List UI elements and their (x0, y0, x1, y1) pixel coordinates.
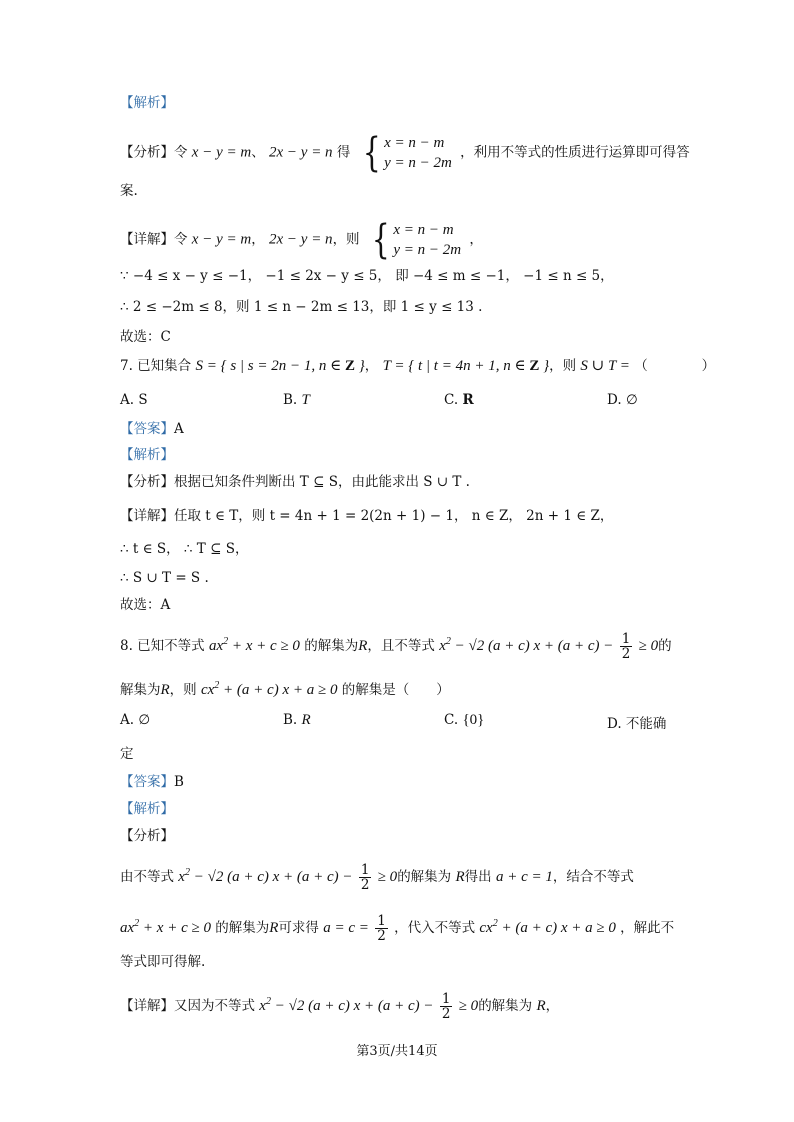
q8-analysis-line2: $ax^2 + x + c \ge 0$ 的解集为R可求得 a = c = $\frac{1}{2}$ ，代入不等式 $cx^2 + (a + c) x + a \ge 0$ ，解此不 (120, 913, 675, 944)
q8-detail: 【详解】又因为不等式 $x^2 - √2$ (a + c) x + (a + c) − $\frac{1}{2}$ ≥ 0的解集为 R， (120, 991, 560, 1022)
q7-option-c: C. R (444, 392, 474, 408)
q7-answer-line: 【答案】A (120, 421, 184, 437)
q8-fenxi-tag: 【分析】 (120, 828, 174, 844)
q6-answer: 故选：C (120, 329, 171, 345)
equation-system: { x = n − m y = n − 2m (371, 217, 462, 263)
q8-option-b: B. R (283, 712, 311, 728)
q8-stem-line2: 解集为R，则 $cx^2 + (a + c) x + a \ge 0$ 的解集是（ ） (120, 680, 450, 698)
q7-option-b: B. T (283, 392, 310, 408)
q6-analysis: 【分析】令 x − y = m、 2x − y = n 得 { x = n − m y = n − 2m ，利用不等式的性质进行运算即可得答 (120, 130, 690, 176)
q6-detail-line3: ∵ −4 ≤ x − y ≤ −1， −1 ≤ 2x − y ≤ 5， 即 −4 ≤ m ≤ −1， −1 ≤ n ≤ 5， (120, 268, 614, 284)
q8-stem-line1: 8. 已知不等式 $ax^2 + x + c \ge 0$ 的解集为R，且不等式 $x^2 - √2$ (a + c) x + (a + c) − $\frac{1}{2}$ ≥ 0的 (120, 631, 672, 662)
q8-analysis-line1: 由不等式 $x^2 - √2$ (a + c) x + (a + c) − $\frac{1}{2}$ ≥ 0的解集为 R得出 a + c = 1，结合不等式 (120, 862, 634, 893)
q7-stem: 7. 已知集合 S = { s | s = 2n − 1, n ∈ Z }， T = { t | t = 4n + 1, n ∈ Z }，则 S ∪ T = （ ） (120, 358, 716, 374)
q8-option-d-cont: 定 (120, 746, 134, 762)
q8-option-c: C. {0} (444, 712, 485, 728)
set-s: S = { s | s = 2n − 1, n ∈ Z } (195, 358, 365, 374)
fenxi-tag: 【分析】 (120, 144, 174, 161)
q8-jiexi-tag: 【解析】 (120, 801, 174, 817)
q6-detail: 【详解】令 x − y = m， 2x − y = n，则 { x = n − m y = n − 2m ， (120, 217, 483, 263)
q7-jiexi-tag: 【解析】 (120, 447, 174, 463)
page-footer: 第3页/共14页 (356, 1044, 438, 1059)
q8-analysis-line3: 等式即可得解. (120, 954, 206, 970)
q7-option-a: A. S (120, 392, 148, 408)
equation-system: { x = n − m y = n − 2m (362, 130, 452, 176)
jiexi-tag: 【解析】 (120, 95, 174, 111)
q6-analysis-tail: 案. (120, 183, 138, 199)
q7-analysis: 【分析】根据已知条件判断出 T ⊆ S，由此能求出 S ∪ T . (120, 474, 470, 490)
q8-option-d: D. 不能确 (607, 716, 667, 732)
q7-option-d: D. ∅ (607, 392, 638, 408)
q7-detail-line2: ∴ t ∈ S， ∴ T ⊆ S， (120, 541, 249, 557)
set-t: T = { t | t = 4n + 1, n ∈ Z } (382, 358, 550, 374)
q6-detail-line4: ∴ 2 ≤ −2m ≤ 8，则 1 ≤ n − 2m ≤ 13，即 1 ≤ y ≤ 13 . (120, 299, 483, 315)
q8-answer-line: 【答案】B (120, 774, 184, 790)
fraction-half: $\frac{1}{2}$ (621, 631, 631, 662)
q7-detail-line1: 【详解】任取 t ∈ T，则 t = 4n + 1 = 2(2n + 1) − 1， n ∈ Z， 2n + 1 ∈ Z， (120, 508, 614, 524)
q8-option-a: A. ∅ (120, 712, 151, 728)
q7-answer: 故选：A (120, 597, 171, 613)
q7-detail-line3: ∴ S ∪ T = S . (120, 570, 209, 586)
